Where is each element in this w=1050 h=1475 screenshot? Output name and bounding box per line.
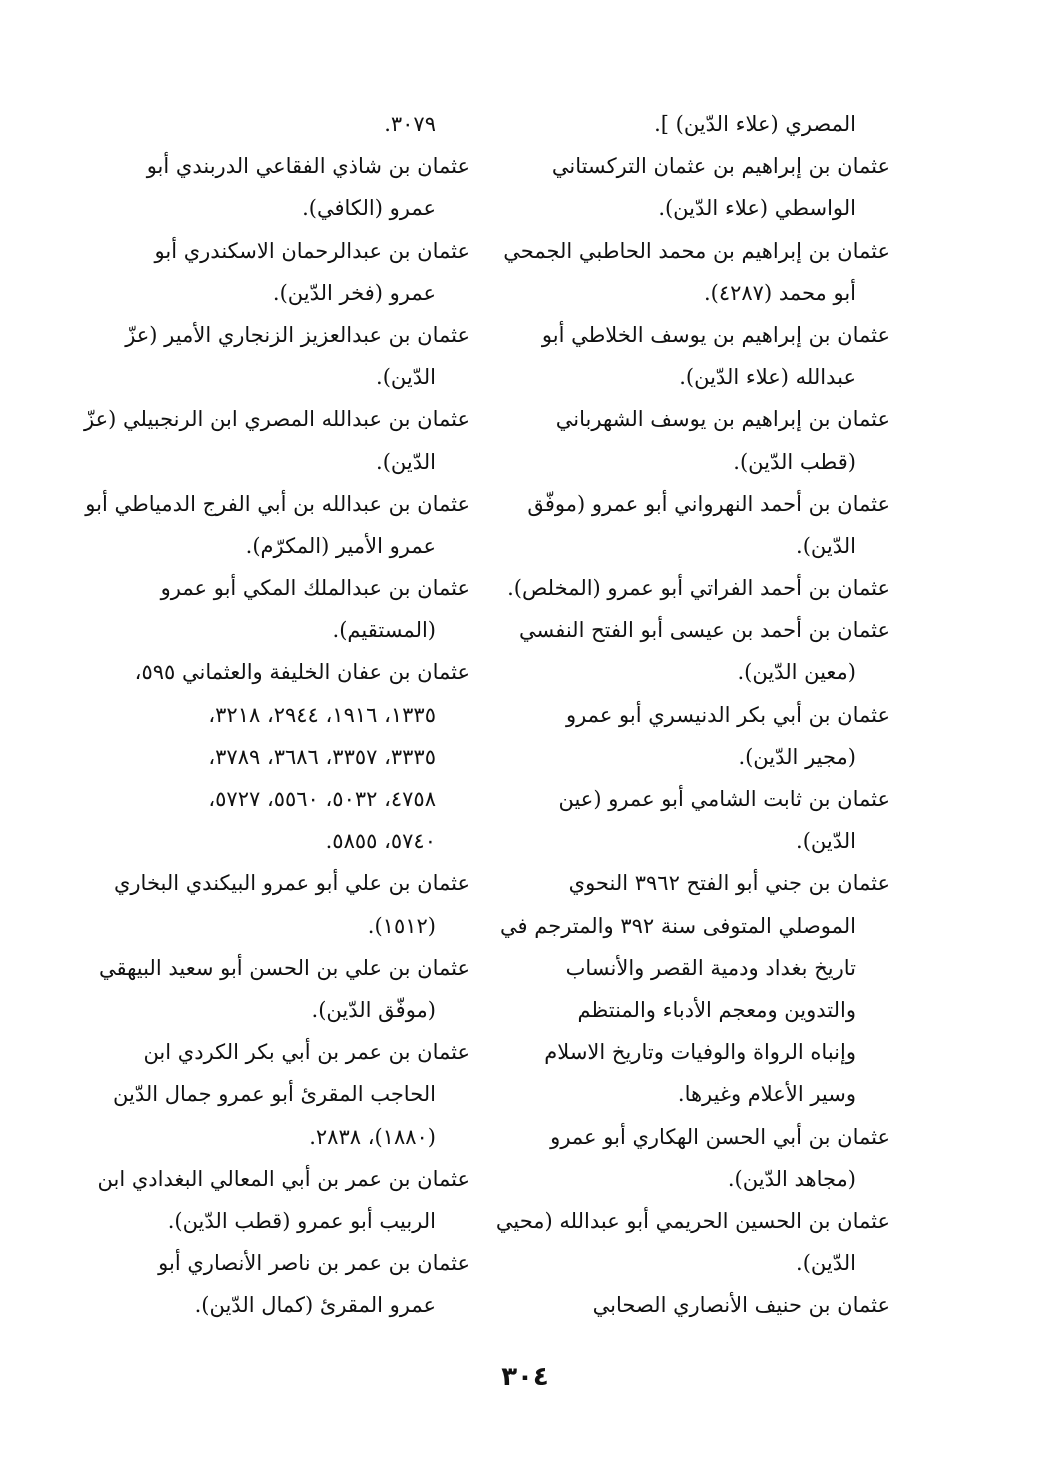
index-entry-continuation: ٣٣٣٥، ٣٣٥٧، ٣٦٨٦، ٣٧٨٩، [208,744,436,769]
index-entry-continuation: ٤٧٥٨، ٥٠٣٢، ٥٥٦٠، ٥٧٢٧، [208,787,436,811]
index-entry-line: عثمان بن علي أبو عمرو البيكندي البخاري [113,871,470,896]
index-entry-continuation: (موفّق الدّين). [311,997,436,1022]
index-entry-continuation: عمرو (فخر الدّين). [272,280,436,305]
index-entry-continuation: عمرو المقرئ (كمال الدّين). [194,1293,436,1318]
index-entry-continuation: الربيب أبو عمرو (قطب الدّين). [167,1208,436,1233]
index-entry-continuation: الدّين). [796,533,856,558]
index-entry-line: عثمان بن عفان الخليفة والعثماني ٥٩٥، [134,660,470,685]
index-entry-continuation: عبدالله (علاء الدّين). [679,365,856,390]
index-entry-continuation: (المستقيم). [332,618,436,643]
index-entry-continuation: (قطب الدّين). [733,449,856,474]
index-entry-line: عثمان بن عمر بن ناصر الأنصاري أبو [158,1251,470,1276]
index-entry-continuation: (١٨٨٠)، ٢٨٣٨. [309,1124,436,1149]
index-entry-line: عثمان بن علي بن الحسن أبو سعيد البيهقي [98,955,470,980]
index-entry-line: عثمان بن أبي الحسن الهكاري أبو عمرو [550,1124,890,1149]
index-entry-continuation: الدّين). [796,1251,856,1276]
index-entry-continuation: ٣٠٧٩. [384,112,436,136]
index-entry-continuation: وإنباه الرواة والوفيات وتاريخ الاسلام [544,1040,856,1065]
index-entry-continuation: (مجاهد الدّين). [727,1166,856,1191]
index-entry-line: عثمان بن جني أبو الفتح ٣٩٦٢ النحوي [568,871,890,896]
index-entry-line: عثمان بن إبراهيم بن يوسف الشهرباني [555,407,890,432]
index-entry-continuation: أبو محمد (٤٢٨٧). [703,280,856,305]
index-entry-line: عثمان بن أحمد الفراتي أبو عمرو (المخلص). [507,576,890,601]
index-entry-continuation: ١٣٣٥، ١٩١٦، ٢٩٤٤، ٣٢١٨، [208,702,436,727]
index-entry-line: عثمان بن عمر بن أبي المعالي البغدادي ابن [97,1166,470,1191]
index-entry-continuation: الواسطي (علاء الدّين). [658,196,856,221]
index-entry-continuation: عمرو الأمير (المكرّم). [245,533,436,558]
index-entry-line: عثمان بن إبراهيم بن محمد الحاطبي الجمحي [503,238,890,263]
right-index-column [495,103,890,1326]
index-entry-continuation: الدّين). [796,829,856,854]
index-entry-continuation: ٥٧٤٠، ٥٨٥٥. [325,829,436,854]
left-index-column [84,103,470,1326]
index-entry-line: عثمان بن عبدالعزيز الزنجاري الأمير (عزّ [125,322,470,347]
page-number: ٣٠٤ [501,1362,549,1392]
index-entry-continuation: عمرو (الكافي). [302,196,436,221]
index-entry-line: عثمان بن أبي بكر الدنيسري أبو عمرو [565,702,890,727]
index-entry-line: عثمان بن عبدالله بن أبي الفرج الدمياطي أبو [85,491,470,516]
index-entry-line: عثمان بن حنيف الأنصاري الصحابي [592,1293,890,1318]
index-entry-continuation: المصري (علاء الدّين) ]. [654,112,856,136]
index-entry-line: عثمان بن شاذي الفقاعي الدربندي أبو [146,154,470,179]
index-entry-line: عثمان بن عبدالرحمان الاسكندري أبو [154,238,470,263]
index-entry-continuation: (معين الدّين). [737,660,856,685]
index-entry-line: عثمان بن أحمد بن عيسى أبو الفتح النفسي [518,618,890,643]
index-entry-continuation: الموصلي المتوفى سنة ٣٩٢ والمترجم في [500,913,856,938]
index-entry-line: عثمان بن عمر بن أبي بكر الكردي ابن [143,1040,470,1065]
index-entry-continuation: (١٥١٢). [367,913,436,938]
index-entry-line: عثمان بن أحمد النهرواني أبو عمرو (موفّق [527,491,890,516]
index-entry-line: عثمان بن ثابت الشامي أبو عمرو (عين [558,787,890,811]
index-entry-line: عثمان بن الحسين الحريمي أبو عبدالله (محيي [495,1208,890,1233]
index-entry-line: عثمان بن عبدالله المصري ابن الرنجبيلي (عزّ [84,407,470,432]
index-entry-continuation: الدّين). [376,449,436,474]
index-entry-continuation: الدّين). [376,365,436,390]
index-entry-line: عثمان بن عبدالملك المكي أبو عمرو [160,576,470,601]
index-entry-continuation: تاريخ بغداد ودمية القصر والأنساب [565,955,856,980]
index-entry-continuation: والتدوين ومعجم الأدباء والمنتظم [577,997,856,1022]
index-entry-continuation: الحاجب المقرئ أبو عمرو جمال الدّين [113,1082,436,1107]
index-entry-line: عثمان بن إبراهيم بن يوسف الخلاطي أبو [541,322,890,347]
index-entry-continuation: (مجير الدّين). [738,744,856,769]
index-entry-line: عثمان بن إبراهيم بن عثمان التركستاني [551,154,890,179]
index-entry-continuation: وسير الأعلام وغيرها. [677,1082,856,1107]
